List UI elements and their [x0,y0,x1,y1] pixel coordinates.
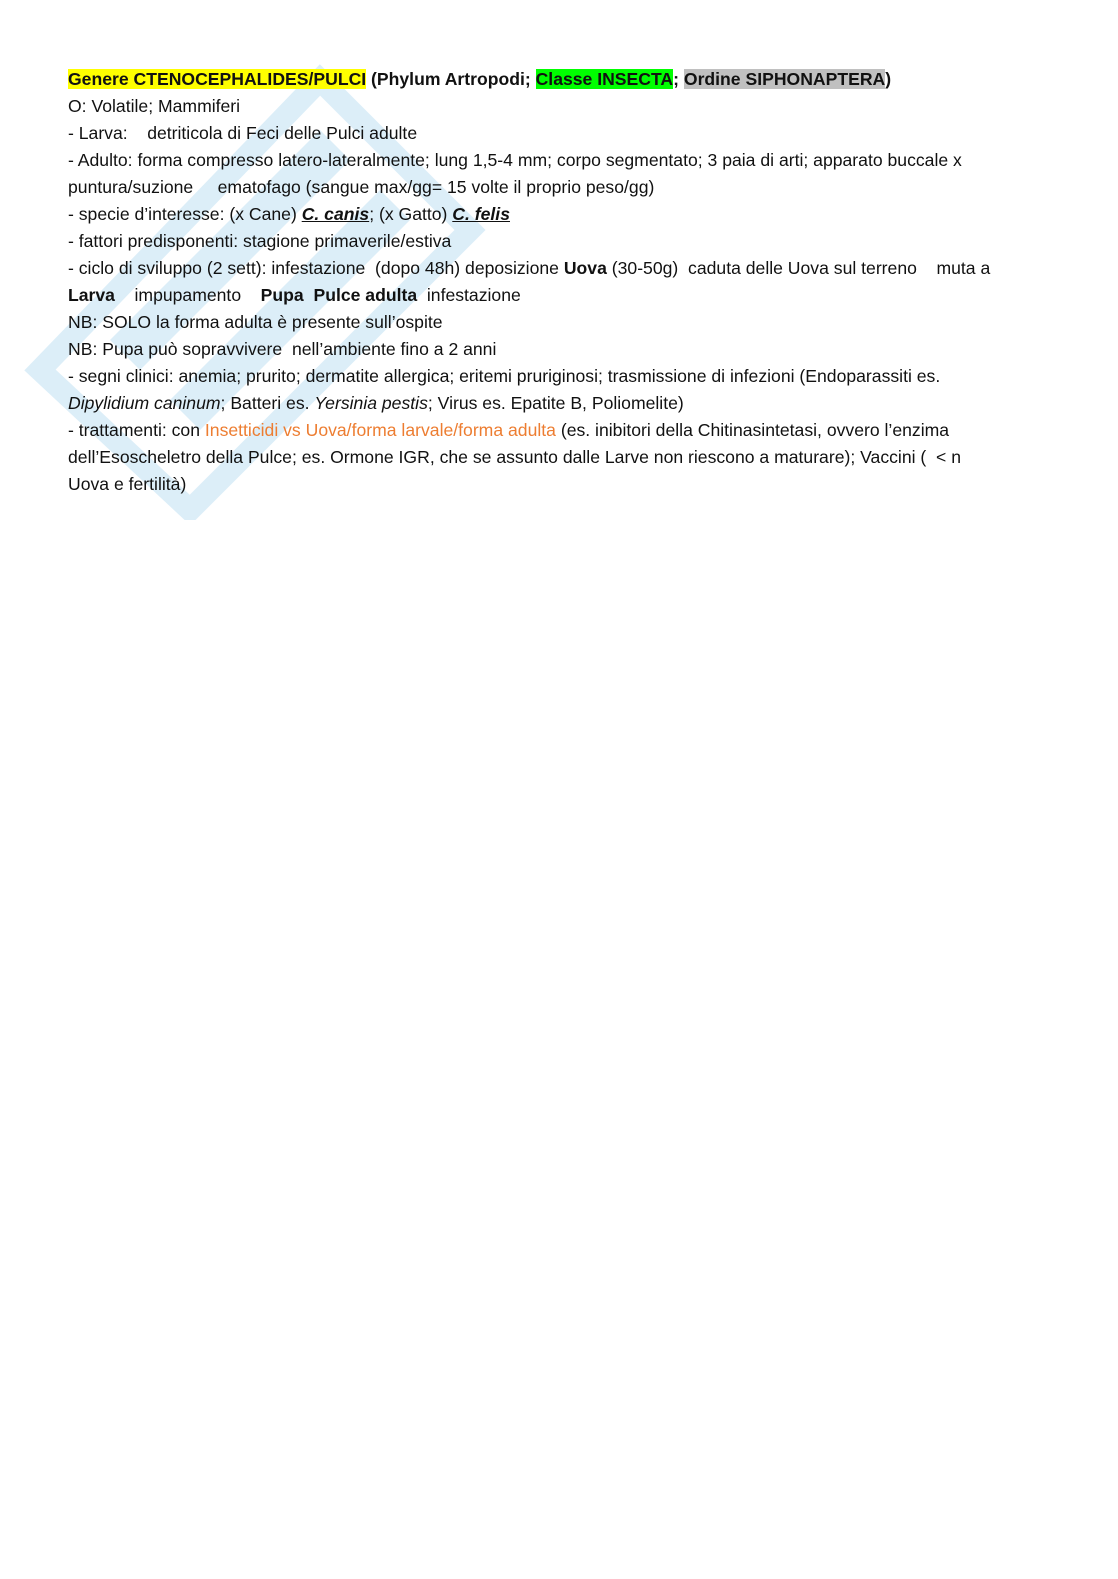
class-label: Classe INSECTA [535,69,674,89]
dipylidium-name: Dipylidium caninum [68,393,221,413]
cycle-line-1: - ciclo di sviluppo (2 sett): infestazione (dopo 48h) deposizione Uova (30-50g) caduta delle Uova sul terreno muta a [68,258,991,278]
cycle-uova: Uova [563,258,607,278]
treatments-line-3: Uova e fertilità) [68,474,187,494]
yersinia-name: Yersinia pestis [314,393,428,413]
heading-line: Genere CTENOCEPHALIDES/PULCI (Phylum Artropodi; Classe INSECTA; Ordine SIPHONAPTERA) [68,69,892,89]
insecticides-highlight: Insetticidi vs Uova/forma larvale/forma adulta [204,420,556,440]
order-label: Ordine SIPHONAPTERA [683,69,886,89]
host-line: O: Volatile; Mammiferi [68,96,241,116]
genus-title: Genere CTENOCEPHALIDES/PULCI [68,69,367,89]
cycle-larva: Larva [68,285,115,305]
species-felis: C. felis [452,204,510,224]
cycle-line-2: Larva impupamento Pupa Pulce adulta infestazione [68,285,521,305]
species-canis: C. canis [301,204,370,224]
nb-line-1: NB: SOLO la forma adulta è presente sull’ospite [68,312,443,332]
cycle-pulce-adulta: Pulce adulta [313,285,418,305]
document-body [68,66,1058,498]
larva-line: - Larva: detriticola di Feci delle Pulci adulte [68,123,418,143]
treatments-line-1: - trattamenti: con Insetticidi vs Uova/forma larvale/forma adulta (es. inibitori della Chitinasintetasi, ovvero l’enzima [68,420,950,440]
nb-line-2: NB: Pupa può sopravvivere nell’ambiente fino a 2 anni [68,339,497,359]
signs-line-2: Dipylidium caninum; Batteri es. Yersinia pestis; Virus es. Epatite B, Poliomelite) [68,393,684,413]
cycle-pupa: Pupa [260,285,304,305]
treatments-line-2: dell’Esoscheletro della Pulce; es. Ormone IGR, che se assunto dalle Larve non riescono a maturare); Vaccini ( < n [68,447,962,467]
species-line: - specie d’interesse: (x Cane) C. canis; (x Gatto) C. felis [68,204,510,224]
adult-line-1: - Adulto: forma compresso latero-lateralmente; lung 1,5-4 mm; corpo segmentato; 3 paia di arti; apparato buccale x [68,150,962,170]
signs-line-1: - segni clinici: anemia; prurito; dermatite allergica; eritemi pruriginosi; trasmissione di infezioni (Endoparassiti es. [68,366,941,386]
adult-line-2: puntura/suzione ematofago (sangue max/gg= 15 volte il proprio peso/gg) [68,177,655,197]
factors-line: - fattori predisponenti: stagione primaverile/estiva [68,231,452,251]
